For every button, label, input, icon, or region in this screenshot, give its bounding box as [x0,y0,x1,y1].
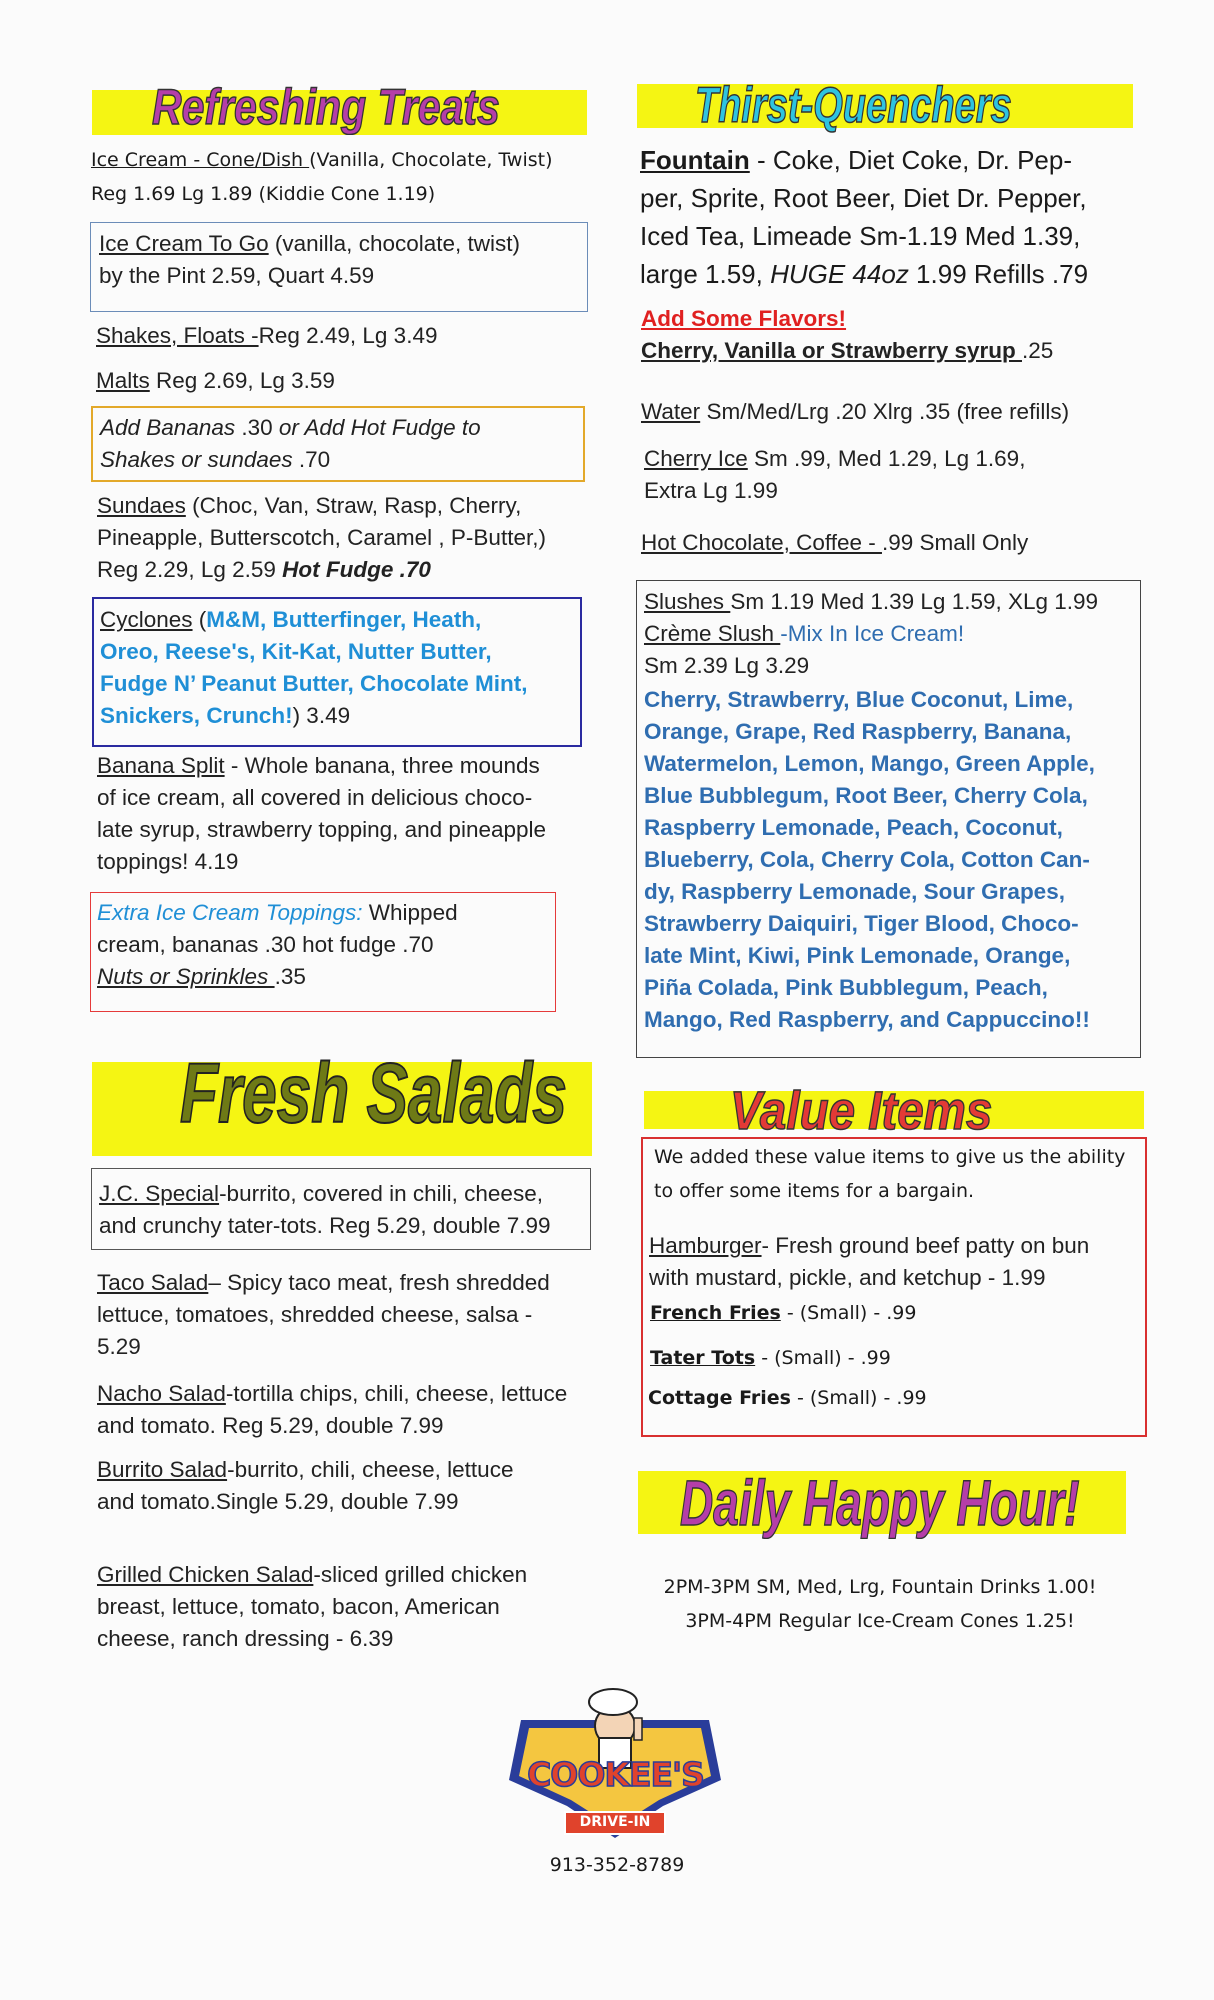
extra-nuts: Nuts or Sprinkles [97,964,275,989]
addons-hotfudge: or Add Hot Fudge to [272,415,481,440]
fountain-item [640,141,1160,293]
taco-line1: – Spicy taco meat, fresh shredded [208,1270,550,1295]
cherry-ice-line2: Extra Lg 1.99 [644,478,778,503]
burrito-item [97,1454,607,1518]
nacho-item [97,1378,617,1442]
fries-price: - (Small) - .99 [780,1302,917,1324]
nacho-line1: -tortilla chips, chili, cheese, lettuce [225,1381,568,1406]
cottage-price: - (Small) - .99 [790,1387,927,1409]
syrup-name: Cherry, Vanilla or Strawberry syrup [641,338,1022,363]
value-intro [654,1140,1144,1208]
tots-name: Tater Tots [650,1347,756,1369]
malts-price: Reg 2.69, Lg 3.59 [149,368,335,393]
creme-name: Crème Slush [644,621,781,646]
slush-flavors-line: Watermelon, Lemon, Mango, Green Apple, [644,751,1095,776]
happy-line1: 2PM-3PM SM, Med, Lrg, Fountain Drinks 1.00! [663,1576,1097,1598]
sundaes-line1: (Choc, Van, Straw, Rasp, Cherry, [185,493,522,518]
fountain-name: Fountain [640,145,750,175]
slush-flavors-line: Cherry, Strawberry, Blue Coconut, Lime, [644,687,1074,712]
togo-rest: (vanilla, chocolate, twist) [268,231,521,256]
togo-item [99,228,589,292]
addons-hotfudge-price: .70 [292,447,331,472]
chicken-line3: cheese, ranch dressing - 6.39 [97,1626,394,1651]
treats-title: Refreshing Treats [152,79,500,135]
fountain-line3: Iced Tea, Limeade Sm-1.19 Med 1.39, [640,221,1081,251]
slush-flavors-line: late Mint, Kiwi, Pink Lemonade, Orange, [644,943,1071,968]
happy-lines [620,1570,1140,1638]
cyclones-name: Cyclones [100,607,193,632]
split-item [97,750,607,878]
extra-bananas: cream, bananas [97,932,259,957]
addons-bananas: Add Bananas [100,415,242,440]
split-line4: toppings! 4.19 [97,849,239,874]
value-intro-line1: We added these value items to give us the ability [654,1146,1126,1168]
slush-name: Slushes [644,589,731,614]
creme-mix: -Mix In Ice Cream! [780,621,965,646]
chicken-line1: -sliced grilled chicken [313,1562,528,1587]
burrito-name: Burrito Salad [97,1457,228,1482]
cyclones-line3: Fudge N’ Peanut Butter, Chocolate Mint, [100,671,528,696]
water-name: Water [641,399,701,424]
happy-line2: 3PM-4PM Regular Ice-Cream Cones 1.25! [685,1610,1075,1632]
slush-flavors-line: Blueberry, Cola, Cherry Cola, Cotton Can- [644,847,1090,872]
togo-line2: by the Pint 2.59, Quart 4.59 [99,263,375,288]
cone-item [91,143,611,211]
fountain-large: large 1.59, [640,259,771,289]
hot-name: Hot Chocolate, Coffee - [641,530,882,555]
slush-flavors-line: Blue Bubblegum, Root Beer, Cherry Cola, [644,783,1088,808]
slush-flavors-line: dy, Raspberry Lemonade, Sour Grapes, [644,879,1065,904]
jc-line1: -burrito, covered in chili, cheese, [219,1181,543,1206]
logo-name: COOKEE'S [527,1755,704,1794]
taco-line3: 5.29 [97,1334,141,1359]
cherry-ice-line1: Sm .99, Med 1.29, Lg 1.69, [747,446,1026,471]
malts-item [96,365,335,397]
burger-name: Hamburger [649,1233,762,1258]
sundaes-hotfudge: Hot Fudge .70 [282,557,431,582]
cone-name: Ice Cream - Cone/Dish [91,149,310,171]
slush-price: Sm 1.19 Med 1.39 Lg 1.59, XLg 1.99 [730,589,1099,614]
burrito-line2: and tomato.Single 5.29, double 7.99 [97,1489,459,1514]
nacho-line2: and tomato. Reg 5.29, double 7.99 [97,1413,444,1438]
split-line2: of ice cream, all covered in delicious choco- [97,785,533,810]
flavors-block [641,303,1161,367]
cyclones-line4: Snickers, Crunch! [100,703,293,728]
split-name: Banana Split [97,753,225,778]
extra-hotfudge-price: .70 [395,932,434,957]
slush-flavors-line: Orange, Grape, Red Raspberry, Banana, [644,719,1072,744]
jc-name: J.C. Special [99,1181,220,1206]
sundaes-prices: Reg 2.29, Lg 2.59 [97,557,283,582]
malts-name: Malts [96,368,150,393]
extra-label: Extra Ice Cream Toppings: [97,900,363,925]
burrito-line1: -burrito, chili, cheese, lettuce [227,1457,514,1482]
chicken-name: Grilled Chicken Salad [97,1562,314,1587]
water-item [641,396,1171,428]
slush-flavors-line: Piña Colada, Pink Bubblegum, Peach, [644,975,1048,1000]
cyclones-paren: ( [192,607,207,632]
fountain-refills: 1.99 Refills .79 [908,259,1089,289]
fountain-line2: per, Sprite, Root Beer, Diet Dr. Pepper, [640,183,1087,213]
slush-block [644,586,1139,1036]
taco-name: Taco Salad [97,1270,209,1295]
addons-bananas-price: .30 [241,415,273,440]
addons-item [100,412,580,476]
extra-nuts-price: .35 [274,964,306,989]
syrup-price: .25 [1021,338,1054,363]
tots-item [650,1341,1130,1375]
jc-line2: and crunchy tater-tots. Reg 5.29, double 7.99 [99,1213,551,1238]
taco-item [97,1267,607,1363]
burger-item [649,1230,1144,1294]
value-title: Value Items [730,1081,993,1141]
nacho-name: Nacho Salad [97,1381,226,1406]
shakes-price: Reg 2.49, Lg 3.49 [258,323,438,348]
cherry-ice-name: Cherry Ice [644,446,748,471]
chicken-line2: breast, lettuce, tomato, bacon, American [97,1594,500,1619]
cyclones-item [100,604,580,732]
fountain-line1: - Coke, Diet Coke, Dr. Pep- [749,145,1072,175]
fountain-huge: HUGE 44oz [770,259,909,289]
cherry-ice-item [644,443,1164,507]
extra-whipped: Whipped [362,900,458,925]
taco-line2: lettuce, tomatoes, shredded cheese, salsa - [97,1302,533,1327]
fries-item [650,1296,1130,1330]
togo-name: Ice Cream To Go [99,231,269,256]
split-line1: - Whole banana, three mounds [224,753,540,778]
sundaes-name: Sundaes [97,493,186,518]
extra-item [97,897,552,993]
addons-shakes-sundaes: Shakes or sundaes [100,447,293,472]
flavors-title: Add Some Flavors! [641,306,847,331]
value-intro-line2: to offer some items for a bargain. [654,1180,975,1202]
shakes-name: Shakes, Floats - [96,323,259,348]
extra-hotfudge: hot fudge [302,932,396,957]
happy-title: Daily Happy Hour! [680,1467,1080,1539]
salads-title: Fresh Salads [180,1046,567,1140]
water-price: Sm/Med/Lrg .20 Xlrg .35 (free refills) [700,399,1070,424]
burger-line1: - Fresh ground beef patty on bun [761,1233,1090,1258]
cone-prices: Reg 1.69 Lg 1.89 (Kiddie Cone 1.19) [91,183,436,205]
cottage-name: Cottage Fries [648,1387,791,1409]
fries-name: French Fries [650,1302,781,1324]
cottage-item [648,1381,1128,1415]
burger-line2: with mustard, pickle, and ketchup - 1.99 [649,1265,1046,1290]
chicken-item [97,1559,607,1655]
sundaes-item [97,490,607,586]
cyclones-line2: Oreo, Reese's, Kit-Kat, Nutter Butter, [100,639,492,664]
split-line3: late syrup, strawberry topping, and pineapple [97,817,547,842]
extra-bananas-price: .30 [258,932,303,957]
drinks-title: Thirst-Quenchers [695,77,1012,133]
cyclones-price: ) 3.49 [292,703,351,728]
sundaes-line2: Pineapple, Butterscotch, Caramel , P-Butter,) [97,525,546,550]
shakes-item [96,320,437,352]
logo-sub: DRIVE-IN [579,1814,651,1830]
creme-price: Sm 2.39 Lg 3.29 [644,653,810,678]
hot-price: .99 Small Only [881,530,1029,555]
tots-price: - (Small) - .99 [755,1347,891,1369]
jc-item [99,1178,594,1242]
phone-number: 913-352-8789 [549,1854,685,1876]
cone-flavors: (Vanilla, Chocolate, Twist) [309,149,553,171]
slush-flavors-line: Raspberry Lemonade, Peach, Coconut, [644,815,1063,840]
hot-item [641,527,1171,559]
slush-flavors-line: Strawberry Daiquiri, Tiger Blood, Choco- [644,911,1079,936]
slush-flavors-line: Mango, Red Raspberry, and Cappuccino!! [644,1007,1090,1032]
cyclones-line1: M&M, Butterfinger, Heath, [206,607,482,632]
